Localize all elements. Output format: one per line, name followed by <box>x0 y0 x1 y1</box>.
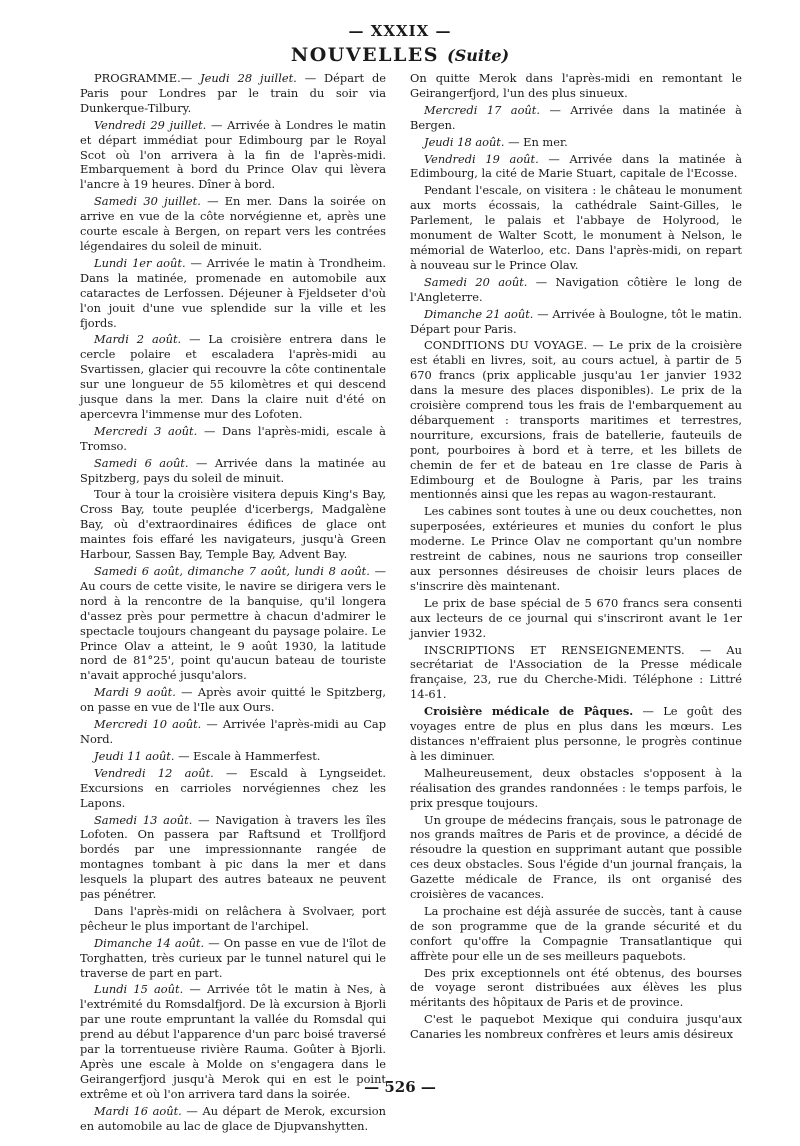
paragraph-text: — Navigation côtière le long de l'Angleterre. <box>410 274 742 304</box>
paragraph-text: — Arrivée l'après-midi au Cap Nord. <box>80 717 386 746</box>
entry-date: Vendredi 19 août. <box>424 151 539 166</box>
paragraph <box>410 135 742 150</box>
page-number: — 526 — <box>364 1078 436 1096</box>
paragraph-text: — Au secrétariat de l'Association de la Presse médicale française, 23, rue du Cherche-Midi. Téléphone : Littré 14-61. <box>410 642 742 702</box>
entry-date: Lundi 1er août. <box>94 255 186 270</box>
paragraph-text: C'est le paquebot Mexique qui conduira jusqu'aux Canaries les nombreux confrères et leurs amis désireux <box>410 1012 742 1042</box>
entry-date: Dimanche 21 août. <box>424 306 534 321</box>
paragraph-text: — On passe en vue de l'îlot de Torghatten, très curieux par le tunnel naturel qui le traverse de part en part. <box>80 935 386 980</box>
paragraph-text: — Escale à Hammerfest. <box>174 748 321 763</box>
entry-date: Mercredi 17 août. <box>424 102 540 117</box>
paragraph-text: Des prix exceptionnels ont été obtenus, des bourses de voyage seront distribuées aux élèves les plus méritants des hôpitaux de Paris et de province. <box>410 965 742 1010</box>
paragraph <box>410 643 742 703</box>
paragraph-text: — Après avoir quitté le Spitzberg, on passe en vue de l'Ile aux Ours. <box>80 685 386 715</box>
paragraph-text: — Arrivée tôt le matin à Nes, à l'extrémité du Romsdalfjord. De là excursion à Bjorli par une route empruntant la vallée du Romsdal qui prend au début l'apparence d'un parc boisé traversé par la torrentueuse rivière Rauma. Goûter à Bjorli. Après une escale à Molde on s'engagera dans le Geirangerfjord jusqu'à Merok qui en est le point extrême et où l'on arrivera tard dans la soirée. <box>80 982 386 1101</box>
paragraph-text: Dans l'après-midi on relâchera à Svolvaer, port pêcheur le plus important de l'archipel. <box>80 903 386 933</box>
paragraph <box>410 596 742 641</box>
paragraph-text: On quitte Merok dans l'après-midi en remontant le Geirangerfjord, l'un des plus sinueux. <box>410 71 742 100</box>
paragraph <box>410 152 742 182</box>
paragraph <box>80 813 386 902</box>
paragraph-text: — Arrivée dans la matinée au Spitzberg, pays du soleil de minuit. <box>80 455 386 485</box>
paragraph <box>80 332 386 421</box>
paragraph <box>80 194 386 254</box>
paragraph-text: Pendant l'escale, on visitera : le château le monument aux morts écossais, la cathédrale Saint-Gilles, le Parlement, le palais et l'abbaye de Holyrood, le monument de Walter Scott, le monument à Nelson, le mémorial de Waterloo, etc. Dans l'après-midi, on repart à nouveau sur le Prince Olav. <box>410 183 742 272</box>
section-lead: Croisière médicale de Pâques. <box>424 704 634 719</box>
paragraph-text: — Arrivée dans la matinée à Edimbourg, la cité de Marie Stuart, capitale de l'Ecosse. <box>410 151 742 181</box>
paragraph <box>410 1012 742 1042</box>
entry-date: — Jeudi 28 juillet. <box>180 71 297 85</box>
title-text: NOUVELLES <box>290 44 440 66</box>
entry-date: Mardi 9 août. <box>94 685 176 700</box>
paragraph-text: — Le prix de la croisière est établi en livres, soit, au cours actuel, à partir de 5 670 francs (prix applicable jusqu'au 1er janvier 1932 dans la mesure des places disponibles). Le prix de la croisière comprend tous les frais de l'embarquement au débarquement : transports maritimes et terrestres, nourriture, excursions, frais de batellerie, fauteuils de pont, pourboires à bord et à terre, et les billets de chemin de fer et de bateau en 1re classe de Paris à Edimbourg et de Boulogne à Paris, par les trains mentionnés ainsi que les repas au wagon-restaurant. <box>410 338 743 502</box>
paragraph-text: Tour à tour la croisière visitera depuis King's Bay, Cross Bay, toute peuplée d'icerbergs, Madgalène Bay, où d'extraordinaires édifices de glace ont maintes fois effaré les navigateurs, jusqu'à Green Harbour, Sassen Bay, Temple Bay, Advent Bay. <box>80 487 386 562</box>
paragraph <box>410 275 742 305</box>
paragraph <box>410 71 742 101</box>
entry-date: Mercredi 10 août. <box>94 717 202 732</box>
paragraph <box>80 71 386 116</box>
paragraph-text: — Arrivée le matin à Trondheim. Dans la matinée, promenade en automobile aux cataractes de Lerfossen. Déjeuner à Fjeldseter d'où l'on jouit d'une vue splendide sur la ville et les fjords. <box>80 255 386 330</box>
paragraph-text: — Arrivée dans la matinée à Bergen. <box>410 102 742 132</box>
entry-date: Mercredi 3 août. <box>94 423 198 438</box>
paragraph-text: — Arrivée à Boulogne, tôt le matin. Départ pour Paris. <box>410 306 742 336</box>
right-column <box>410 71 742 1044</box>
paragraph-text: — En mer. <box>504 134 568 149</box>
paragraph-text: — Escald à Lyngseidet. Excursions en carrioles norvégiennes chez les Lapons. <box>80 765 386 810</box>
paragraph-text: — Le goût des voyages entre de plus en plus dans les mœurs. Les distances n'effraient plus personne, le progrès continue à les diminuer. <box>410 704 742 763</box>
entry-date: Dimanche 14 août. <box>94 935 205 950</box>
paragraph-text: Malheureusement, deux obstacles s'opposent à la réalisation des grandes randonnées : le temps parfois, le prix presque toujours. <box>410 765 742 810</box>
entry-date: Samedi 20 août. <box>424 274 528 289</box>
entry-date: Vendredi 29 juillet. <box>94 117 207 132</box>
paragraph <box>80 487 386 562</box>
section-lead: PROGRAMME. <box>94 71 181 85</box>
title-suffix: (Suite) <box>447 46 510 65</box>
paragraph-text: — Départ de Paris pour Londres par le train du soir via Dunkerque-Tilbury. <box>80 71 387 115</box>
paragraph <box>80 256 386 331</box>
paragraph <box>410 338 742 502</box>
paragraph <box>410 183 742 272</box>
paragraph <box>80 118 386 193</box>
paragraph-text: — En mer. Dans la soirée on arrive en vue de la côte norvégienne et, après une courte escale à Bergen, on repart vers les contrées légendaires du soleil de minuit. <box>80 194 386 253</box>
paragraph <box>80 766 386 811</box>
paragraph <box>80 904 386 934</box>
paragraph <box>410 813 742 902</box>
paragraph <box>80 1104 386 1134</box>
paragraph-text: La prochaine est déjà assurée de succès, tant à cause de son programme que de la grande sécurité et du confort qu'offre la Compagnie Transatlantique qui affrète pour elle un de ses meilleurs paquebots. <box>410 903 742 963</box>
entry-date: Jeudi 18 août. <box>424 134 505 149</box>
paragraph <box>410 704 742 764</box>
entry-date: Jeudi 11 août. <box>94 748 175 763</box>
paragraph-text: Un groupe de médecins français, sous le patronage de nos grands maîtres de Paris et de province, a décidé de résoudre la question en supprimant autant que possible ces deux obstacles. Sous l'égide d'un journal français, la Gazette médicale de France, ils ont organisé des croisières de vacances. <box>410 812 742 902</box>
paragraph-text: — Au cours de cette visite, le navire se dirigera vers le nord à la rencontre de la banquise, qu'il longera d'assez près pour permettre à chacun d'admirer le spectacle toujours changeant du paysage polaire. Le Prince Olav a atteint, le 9 août 1930, la latitude nord de 81°25', point qu'aucun bateau de touriste n'avait approché jusqu'alors. <box>80 564 386 683</box>
section-lead: INSCRIPTIONS ET RENSEIGNEMENTS. <box>424 642 685 657</box>
entry-date: Samedi 6 août, dimanche 7 août, lundi 8 août. <box>94 564 370 578</box>
paragraph <box>410 766 742 811</box>
entry-date: Samedi 30 juillet. <box>94 194 201 209</box>
paragraph-text: — Dans l'après-midi, escale à Tromso. <box>80 423 386 453</box>
entry-date: Mardi 16 août. <box>94 1103 182 1118</box>
paragraph-text: — La croisière entrera dans le cercle polaire et escaladera l'après-midi au Svartissen, glacier qui recouvre la côte continentale sur une longueur de 55 kilomètres et qui descend jusque dans la mer. Dans la claire nuit d'été on apercevra l'immense mur des Lofoten. <box>80 332 387 421</box>
paragraph-text: — Arrivée à Londres le matin et départ immédiat pour Edimbourg par le Royal Scot où l'on arrivera à la fin de l'après-midi. Embarquement à bord du Prince Olav qui lèvera l'ancre à 19 heures. Dîner à bord. <box>80 117 387 192</box>
entry-date: Vendredi 12 août. <box>94 765 214 780</box>
paragraph <box>80 717 386 747</box>
paragraph <box>410 103 742 133</box>
entry-date: Mardi 2 août. <box>94 332 182 347</box>
paragraph <box>410 904 742 964</box>
paragraph <box>410 504 742 593</box>
section-lead: CONDITIONS DU VOYAGE. <box>424 338 588 353</box>
paragraph <box>410 307 742 337</box>
paragraph-text: — Navigation à travers les îles Lofoten. On passera par Raftsund et Trollfjord bordés par une impressionnante rangée de montagnes tombant à pic dans la mer et dans lesquels la plupart des autres bateaux ne peuvent pas pénétrer. <box>80 812 386 902</box>
paragraph <box>80 685 386 715</box>
paragraph <box>80 424 386 454</box>
paragraph-text: Le prix de base spécial de 5 670 francs sera consenti aux lecteurs de ce journal qui s'inscriront avant le 1er janvier 1932. <box>410 595 742 640</box>
entry-date: Lundi 15 août. <box>94 982 184 997</box>
paragraph <box>80 564 386 683</box>
paragraph <box>410 966 742 1011</box>
page-label: — XXXIX — <box>348 22 452 40</box>
entry-date: Samedi 13 août. <box>94 812 193 827</box>
paragraph <box>80 456 386 486</box>
paragraph-text: Les cabines sont toutes à une ou deux couchettes, non superposées, extérieures et munies du confort le plus moderne. Le Prince Olav ne comportant qu'un nombre restreint de cabines, nous ne saurions trop conseiller aux personnes désireuses de choisir leurs places de s'inscrire dès maintenant. <box>410 504 742 593</box>
left-column <box>80 71 386 1136</box>
entry-date: Samedi 6 août. <box>94 455 189 470</box>
paragraph <box>80 936 386 981</box>
page-title <box>0 44 800 66</box>
paragraph <box>80 749 386 764</box>
paragraph-text: — Au départ de Merok, excursion en automobile au lac de glace de Djupvanshytten. <box>80 1103 386 1133</box>
